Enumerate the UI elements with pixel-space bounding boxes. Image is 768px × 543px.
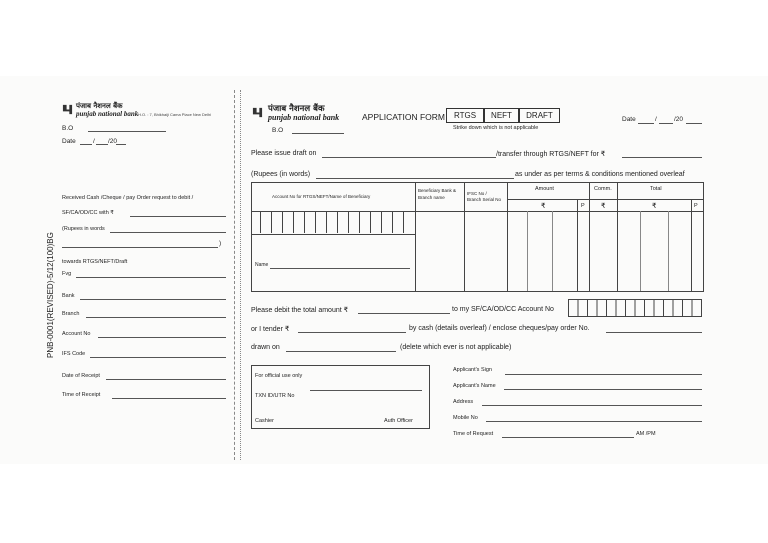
col-ifsc-header-2: Branch Serial No xyxy=(467,197,502,202)
col-account-header: Account No for RTGS/NEFT/Name of Beneficiary xyxy=(272,194,371,199)
drawn-on-label: drawn on xyxy=(251,344,280,351)
paise-divider xyxy=(577,199,578,291)
head-office-address: H.O. : 7, Bhikhaiji Cama Place New Delhi xyxy=(138,112,212,117)
debit-account-boxes[interactable] xyxy=(568,299,702,317)
towards-label: towards RTGS/NEFT/Draft xyxy=(62,259,128,265)
debit-amount-label: Please debit the total amount ₹ xyxy=(251,307,349,314)
cash-cheque-label: by cash (details overleaf) / enclose cheques/pay order No. xyxy=(409,325,590,332)
time-of-request-field[interactable] xyxy=(502,437,634,438)
applicant-sign-field[interactable] xyxy=(505,374,702,375)
amount-digit-divider xyxy=(527,211,528,291)
date-of-receipt-field[interactable] xyxy=(106,379,226,380)
txn-id-field[interactable] xyxy=(310,390,422,391)
time-of-receipt-label: Time of Receipt xyxy=(62,392,101,398)
pnb-logo-icon xyxy=(62,104,73,115)
date-year-field[interactable] xyxy=(116,144,126,145)
cheque-number-field[interactable] xyxy=(606,332,702,333)
date-year-prefix: /20 xyxy=(108,138,118,145)
date-label: Date xyxy=(62,138,76,145)
sf-account-label: SF/CA/OD/CC with ₹ xyxy=(62,210,114,216)
auth-officer-label: Auth Officer xyxy=(384,418,413,424)
pnb-logo-icon xyxy=(252,107,263,118)
date-year-field[interactable] xyxy=(686,123,702,124)
beneficiary-name-label: Name xyxy=(255,262,269,268)
bo-field[interactable] xyxy=(292,133,344,134)
bank-name-english: punjab national bank xyxy=(268,113,340,122)
neft-option[interactable]: NEFT xyxy=(484,108,519,123)
bank-name-hindi: पंजाब नैशनल बैंक xyxy=(268,104,325,114)
fvg-field[interactable] xyxy=(76,277,226,278)
rupees-close-paren: ) xyxy=(219,240,222,247)
rupees-words-field-2[interactable] xyxy=(62,247,218,248)
mobile-no-field[interactable] xyxy=(486,421,702,422)
tender-amount-field[interactable] xyxy=(298,332,406,333)
applicant-name-field[interactable] xyxy=(504,389,702,390)
draft-option[interactable]: DRAFT xyxy=(519,108,560,123)
bank-label: Bank xyxy=(62,293,75,299)
tender-label: or I tender ₹ xyxy=(251,326,290,333)
bo-label: B.O xyxy=(272,127,284,134)
form-title: APPLICATION FORM xyxy=(362,112,445,122)
perforation-line xyxy=(234,90,235,460)
time-of-receipt-field[interactable] xyxy=(112,398,226,399)
fvg-label: Fvg xyxy=(62,271,72,277)
col-divider xyxy=(464,182,465,291)
sf-account-label: to my SF/CA/OD/CC Account No xyxy=(452,306,554,313)
drawn-on-field[interactable] xyxy=(286,351,396,352)
sf-amount-field[interactable] xyxy=(130,216,226,217)
txn-id-label: TXN ID/UTR No xyxy=(255,393,295,399)
applicant-sign-label: Applicant's Sign xyxy=(453,367,492,373)
issue-draft-label: Please issue draft on xyxy=(251,150,317,157)
amount-paise-symbol: P xyxy=(581,203,585,209)
branch-field[interactable] xyxy=(86,317,226,318)
beneficiary-name-field[interactable] xyxy=(270,268,410,269)
comm-rupee-symbol: ₹ xyxy=(601,203,606,210)
rupees-words-field[interactable] xyxy=(110,232,226,233)
paise-divider xyxy=(691,199,692,291)
bank-field[interactable] xyxy=(80,299,226,300)
bo-label: B.O xyxy=(62,125,74,132)
subheader-divider xyxy=(507,199,703,200)
received-label: Received Cash /Cheque / pay Order request to debit / xyxy=(62,195,194,201)
col-bene-bank-header: Beneficiary Bank & xyxy=(418,188,457,193)
bank-name-english: punjab national bank xyxy=(76,110,139,118)
col-total-header: Total xyxy=(650,186,662,192)
amount-digit-divider xyxy=(552,211,553,291)
col-ifsc-header: IFSC No / xyxy=(467,191,487,196)
date-year-prefix: /20 xyxy=(674,116,684,123)
total-digit-divider xyxy=(668,211,669,291)
strike-note: Strike down which is not applicable xyxy=(453,125,539,131)
am-pm-label: AM /PM xyxy=(636,431,656,437)
date-month-field[interactable] xyxy=(659,123,673,124)
date-month-field[interactable] xyxy=(96,144,108,145)
perforation-line-inner xyxy=(240,90,241,460)
total-paise-symbol: P xyxy=(694,203,698,209)
ifs-code-field[interactable] xyxy=(90,357,226,358)
col-amount-header: Amount xyxy=(535,186,554,192)
branch-label: Branch xyxy=(62,311,80,317)
total-digit-divider xyxy=(640,211,641,291)
account-number-boxes[interactable] xyxy=(251,211,415,235)
col-comm-header: Comm. xyxy=(594,186,612,192)
transfer-amount-field[interactable] xyxy=(622,157,702,158)
date-day-field[interactable] xyxy=(638,123,654,124)
form-code-vertical: PNB-0001(REVISED)-5/12(100)BG xyxy=(46,232,55,358)
date-sep: / xyxy=(655,116,657,123)
date-label: Date xyxy=(622,116,636,123)
rupees-words-field[interactable] xyxy=(316,178,514,179)
ifs-code-label: IFS Code xyxy=(62,351,86,357)
delete-note: (delete which ever is not applicable) xyxy=(400,344,512,351)
official-use-title: For official use only xyxy=(255,373,303,379)
applicant-name-label: Applicant's Name xyxy=(453,383,496,389)
total-rupee-symbol: ₹ xyxy=(652,203,657,210)
mobile-no-label: Mobile No xyxy=(453,415,478,421)
bo-field[interactable] xyxy=(88,131,166,132)
col-bene-bank-header-2: Branch name xyxy=(418,195,445,200)
date-sep: / xyxy=(93,138,95,145)
draft-on-field[interactable] xyxy=(322,157,496,158)
amount-rupee-symbol: ₹ xyxy=(541,203,546,210)
transfer-label: /transfer through RTGS/NEFT for ₹ xyxy=(496,151,606,158)
address-label: Address xyxy=(453,399,474,405)
bank-name-hindi: पंजाब नैशनल बैंक xyxy=(76,102,123,110)
date-of-receipt-label: Date of Receipt xyxy=(62,373,100,379)
cashier-label: Cashier xyxy=(255,418,274,424)
account-no-label: Account No xyxy=(62,331,91,337)
rupees-words-label: (Rupees in words xyxy=(62,226,105,232)
terms-label: as under as per terms & conditions mentioned overleaf xyxy=(515,171,685,178)
debit-amount-field[interactable] xyxy=(358,313,450,314)
rupees-words-label: (Rupees (in words) xyxy=(251,171,311,178)
account-no-field[interactable] xyxy=(98,337,226,338)
address-field[interactable] xyxy=(482,405,702,406)
rtgs-option[interactable]: RTGS xyxy=(446,108,484,123)
col-divider xyxy=(415,182,416,291)
time-of-request-label: Time of Request xyxy=(453,431,494,437)
date-day-field[interactable] xyxy=(80,144,92,145)
